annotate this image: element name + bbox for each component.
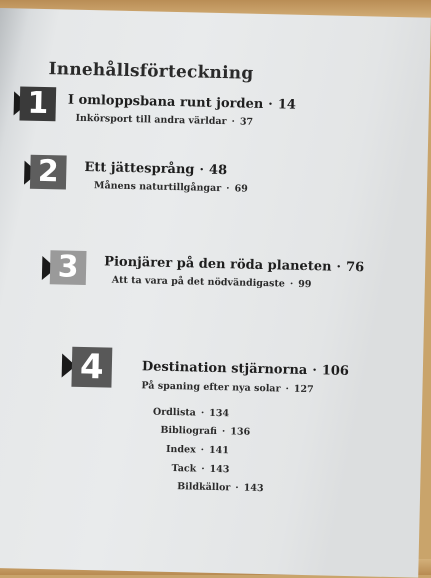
toc-extra-bibliografi[interactable]: Bibliografi · 136 [160, 424, 251, 438]
chapter-number-badge: 1 [19, 86, 56, 121]
chapter-page: 14 [277, 97, 297, 113]
chapter-subtitle[interactable]: Månens naturtillgångar · 69 [93, 180, 248, 195]
chapter-title[interactable]: I omloppsbana runt jorden · 14 [67, 92, 297, 113]
toc-title: Innehållsförteckning [48, 59, 254, 84]
toc-extra-tack[interactable]: Tack · 143 [171, 463, 230, 476]
chapter-title[interactable]: Destination stjärnorna · 106 [141, 359, 350, 380]
chapter-page: 76 [345, 259, 365, 276]
chapter-subpage: 37 [239, 116, 254, 128]
chapter-number-badge: 2 [30, 155, 67, 190]
chapter-title[interactable]: Pionjärer på den röda planeten · 76 [104, 254, 365, 276]
chapter-page: 106 [321, 363, 350, 380]
chapter-subpage: 127 [293, 383, 314, 396]
chapter-number-badge: 3 [50, 250, 87, 285]
book-page [0, 8, 431, 578]
toc-extra-index[interactable]: Index · 141 [165, 443, 229, 457]
chapter-subtitle[interactable]: Inkörsport till andra världar · 37 [75, 112, 254, 128]
chapter-subpage: 99 [298, 278, 312, 291]
chapter-subtitle[interactable]: Att ta vara på det nödvändigaste · 99 [111, 274, 312, 291]
chapter-subpage: 69 [234, 183, 248, 195]
chapter-title[interactable]: Ett jättesprång · 48 [84, 159, 228, 179]
toc-extra-bildkallor[interactable]: Bildkällor · 143 [177, 481, 264, 495]
chapter-page: 48 [208, 162, 228, 179]
chapter-subtitle[interactable]: På spaning efter nya solar · 127 [141, 380, 314, 396]
chapter-number-badge: 4 [71, 347, 112, 388]
toc-extra-ordlista[interactable]: Ordlista · 134 [152, 406, 230, 420]
